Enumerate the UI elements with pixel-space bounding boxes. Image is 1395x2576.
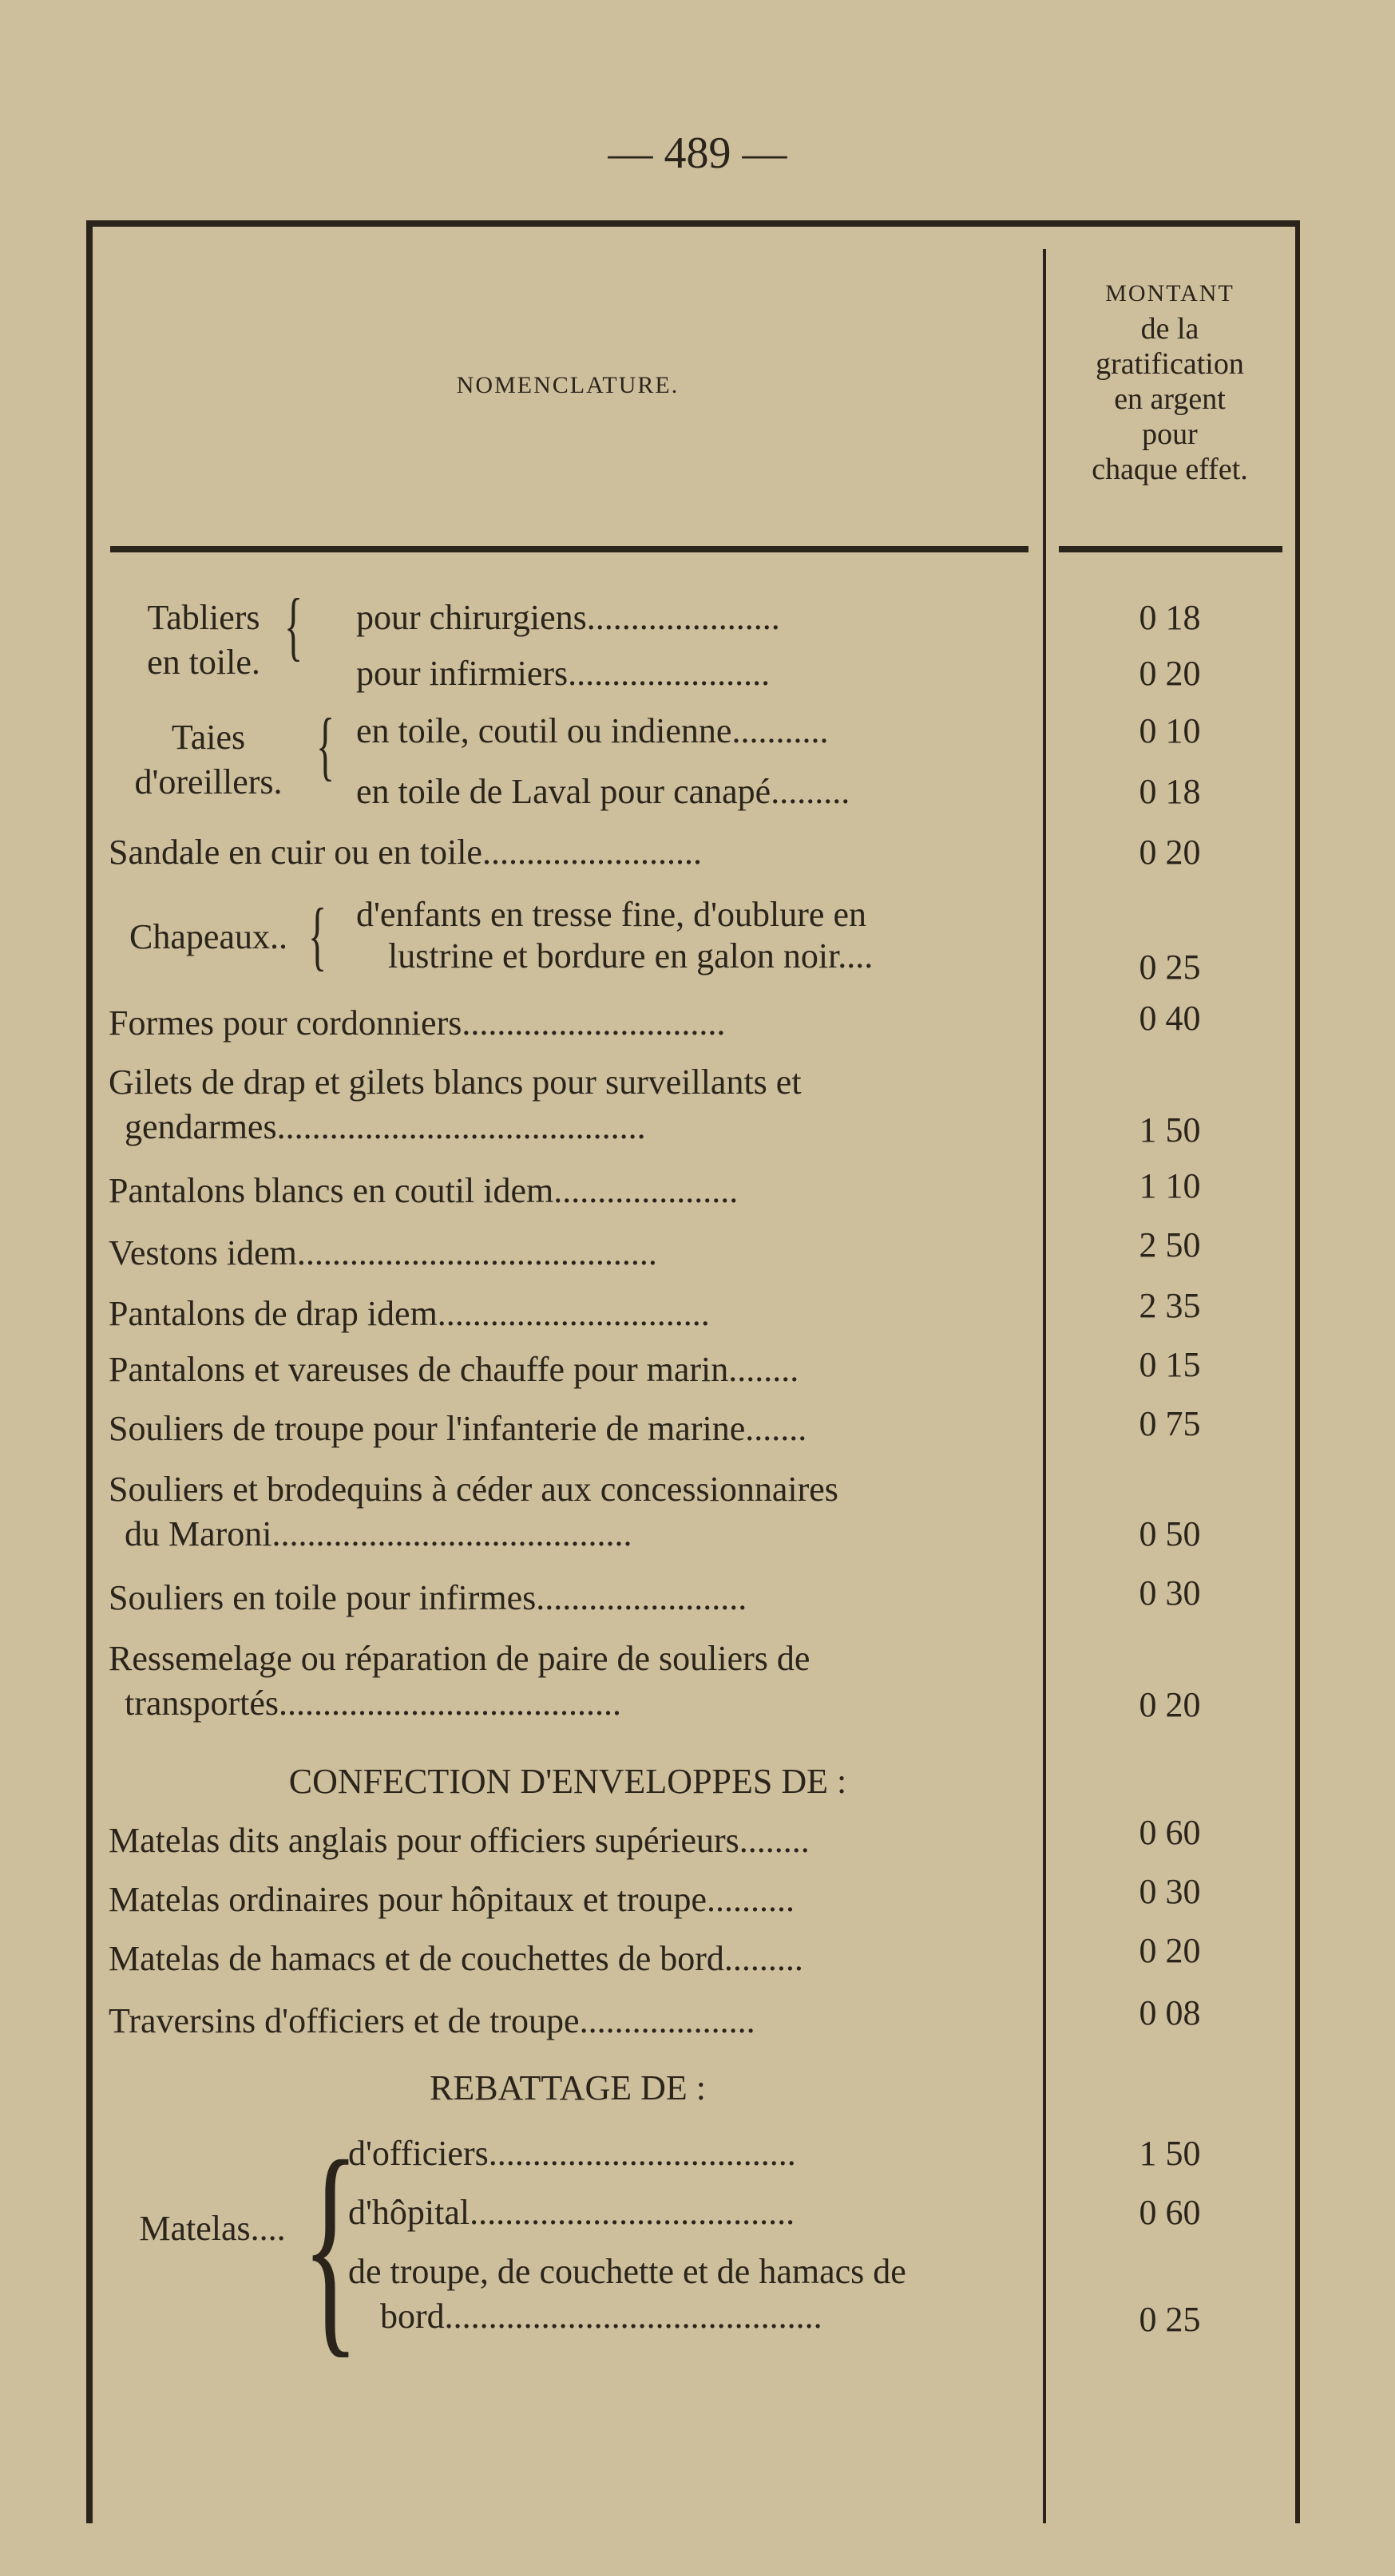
row-value: 0 20 <box>1139 1685 1201 1724</box>
table-row: Sandale en cuir ou en toile......................... <box>109 833 702 872</box>
row-value: 1 50 <box>1139 2134 1201 2173</box>
header-amount-line: MONTANT <box>1105 280 1234 307</box>
row-value: 1 50 <box>1139 1110 1201 1150</box>
row-value: 0 25 <box>1139 2300 1201 2339</box>
table-row: Pantalons et vareuses de chauffe pour marin........ <box>109 1350 799 1389</box>
brace: { <box>302 2112 359 2377</box>
row-value: 0 75 <box>1139 1404 1201 1443</box>
table-row: pour infirmiers....................... <box>356 654 771 693</box>
table-row: Souliers en toile pour infirmes........................ <box>109 1578 747 1617</box>
table-row: Traversins d'officiers et de troupe.................... <box>109 2001 755 2040</box>
group-label-chapeaux: Chapeaux.. <box>129 917 287 956</box>
header-amount-line: gratification <box>1096 347 1244 381</box>
table-row: Gilets de drap et gilets blancs pour surveillants et <box>109 1062 802 1102</box>
row-value: 0 60 <box>1139 2193 1201 2232</box>
table-row: Matelas ordinaires pour hôpitaux et troupe.......... <box>109 1880 795 1919</box>
table-row: en toile de Laval pour canapé......... <box>356 772 850 811</box>
row-value: 0 10 <box>1139 711 1201 750</box>
brace: { <box>284 583 303 668</box>
table-row: gendarmes.......................................... <box>125 1107 646 1146</box>
row-value: 0 08 <box>1139 1993 1201 2032</box>
table-row: transportés....................................... <box>125 1684 622 1723</box>
table-top-rule <box>93 220 1295 227</box>
row-value: 0 18 <box>1139 598 1201 637</box>
header-amount-line: de la <box>1140 312 1199 346</box>
row-value: 1 10 <box>1139 1166 1201 1205</box>
group-label-tabliers: Tabliers en toile. <box>147 598 260 682</box>
table-row: Matelas de hamacs et de couchettes de bord......... <box>109 1939 803 1978</box>
table-row: Souliers et brodequins à céder aux concessionnaires <box>109 1470 838 1509</box>
group-label-taies: Taies d'oreillers. <box>134 718 283 801</box>
row-value: 2 50 <box>1139 1225 1201 1264</box>
row-value: 0 20 <box>1139 833 1201 872</box>
price-table <box>86 220 1300 2523</box>
header-amount <box>1046 276 1294 487</box>
row-value: 0 18 <box>1139 772 1201 811</box>
table-row: de troupe, de couchette et de hamacs de <box>348 2252 906 2291</box>
section-heading-rebattage: REBATTAGE DE : <box>429 2068 706 2107</box>
table-row: Formes pour cordonniers.............................. <box>109 1003 726 1043</box>
header-nomenclature: NOMENCLATURE. <box>456 372 680 398</box>
row-value: 0 25 <box>1139 948 1201 987</box>
page-number: — 489 — <box>608 129 787 178</box>
table-row: d'hôpital..................................... <box>348 2193 795 2232</box>
table-row: Souliers de troupe pour l'infanterie de marine....... <box>109 1409 807 1448</box>
header-rule-left <box>110 546 1028 552</box>
group-label-matelas: Matelas.... <box>139 2209 286 2248</box>
table-row: Pantalons de drap idem............................... <box>109 1294 710 1333</box>
table-row: lustrine et bordure en galon noir.... <box>388 936 874 975</box>
row-value: 0 20 <box>1139 654 1201 693</box>
table-row: pour chirurgiens...................... <box>356 598 780 637</box>
table-row: Matelas dits anglais pour officiers supérieurs........ <box>109 1821 810 1860</box>
table-row: Vestons idem......................................... <box>109 1233 657 1272</box>
table-row: Pantalons blancs en coutil idem..................... <box>109 1171 739 1210</box>
table-row: d'officiers................................... <box>348 2134 796 2173</box>
row-value: 0 40 <box>1139 999 1201 1038</box>
row-value: 0 50 <box>1139 1514 1201 1553</box>
table-row: en toile, coutil ou indienne........... <box>356 711 829 750</box>
header-rule-right <box>1059 546 1282 552</box>
row-value: 0 30 <box>1139 1872 1201 1911</box>
row-value: 0 60 <box>1139 1813 1201 1852</box>
row-value: 2 35 <box>1139 1286 1201 1325</box>
row-value: 0 30 <box>1139 1573 1201 1612</box>
header-amount-line: pour <box>1142 417 1198 451</box>
row-value: 0 20 <box>1139 1931 1201 1970</box>
table-row: bord........................................... <box>380 2297 822 2336</box>
brace: { <box>316 702 335 788</box>
header-amount-line: en argent <box>1114 382 1226 416</box>
row-value: 0 15 <box>1139 1345 1201 1384</box>
table-row: du Maroni......................................... <box>125 1514 632 1553</box>
table-row: d'enfants en tresse fine, d'oublure en <box>356 895 866 934</box>
brace: { <box>308 892 327 978</box>
section-heading-confection: CONFECTION D'ENVELOPPES DE : <box>288 1762 847 1801</box>
table-row: Ressemelage ou réparation de paire de souliers de <box>109 1639 810 1678</box>
header-amount-line: chaque effet. <box>1092 453 1248 486</box>
